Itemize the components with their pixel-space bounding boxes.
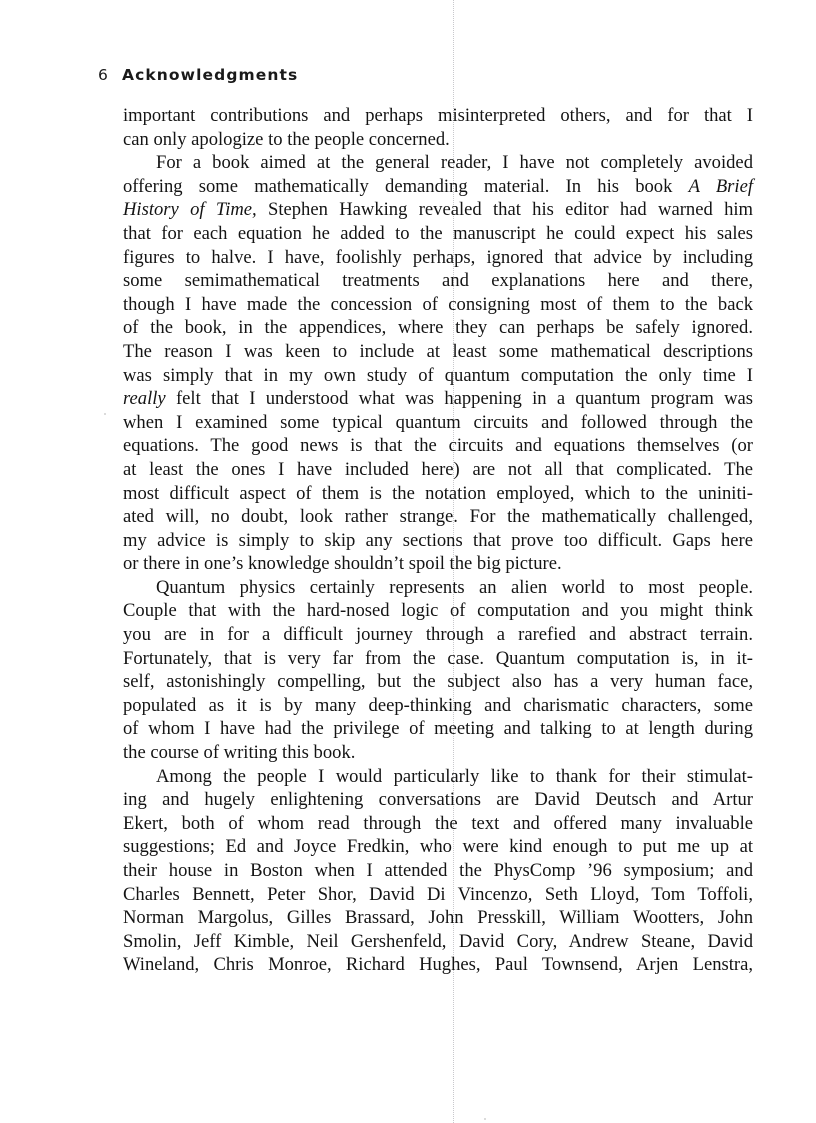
text-line: For a book aimed at the general reader, I have not completely avoided	[156, 152, 753, 174]
text-line: ing and hugely enlightening conversations are David Deutsch and Artur	[123, 789, 753, 811]
text-line: when I examined some typical quantum circuits and followed through the	[123, 411, 753, 433]
scan-speck	[484, 1118, 486, 1120]
text-line: of whom I have had the privilege of meeting and talking to at length during	[123, 718, 753, 740]
text-line: equations. The good news is that the circuits and equations themselves (or	[123, 435, 753, 457]
text-line: some semimathematical treatments and explanations here and there,	[123, 270, 753, 292]
paragraph	[123, 151, 753, 576]
text-line: Smolin, Jeff Kimble, Neil Gershenfeld, David Cory, Andrew Steane, David	[123, 930, 753, 952]
text-line: Fortunately, that is very far from the case. Quantum computation is, in it-	[123, 647, 753, 669]
text-line: that for each equation he added to the manuscript he could expect his sales	[123, 222, 753, 244]
italic-text: History of Time,	[123, 199, 257, 221]
text-line: Quantum physics certainly represents an alien world to most people.	[156, 576, 753, 598]
text-line: populated as it is by many deep-thinking and charismatic characters, some	[123, 694, 753, 716]
text-line: History of Time, Stephen Hawking revealed that his editor had warned him	[123, 199, 753, 221]
text-line: you are in for a difficult journey through a rarefied and abstract terrain.	[123, 624, 753, 646]
text-line: the course of writing this book.	[123, 742, 356, 764]
text-line: self, astonishingly compelling, but the subject also has a very human face,	[123, 671, 753, 693]
italic-text: really	[123, 388, 166, 410]
chapter-title: Acknowledgments	[122, 66, 299, 84]
page-number: 6	[98, 66, 108, 84]
text-line: most difficult aspect of them is the notation employed, which to the uniniti-	[123, 482, 753, 504]
text-line: was simply that in my own study of quantum computation the only time I	[123, 364, 753, 386]
text-line: at least the ones I have included here) are not all that complicated. The	[123, 458, 753, 480]
text-line: Charles Bennett, Peter Shor, David Di Vincenzo, Seth Lloyd, Tom Toffoli,	[123, 883, 753, 905]
body-text	[123, 104, 753, 977]
text-line: Among the people I would particularly like to thank for their stimulat-	[156, 765, 753, 787]
italic-text: A Brief	[688, 175, 753, 197]
text-line: important contributions and perhaps misinterpreted others, and for that I	[123, 105, 753, 126]
text-line: of the book, in the appendices, where they can perhaps be safely ignored.	[123, 317, 753, 339]
text-line: or there in one’s knowledge shouldn’t spoil the big picture.	[123, 553, 562, 575]
paragraph	[123, 576, 753, 765]
text-line: Couple that with the hard-nosed logic of computation and you might think	[123, 600, 753, 622]
running-header	[98, 66, 298, 84]
text-line: offering some mathematically demanding material. In his book A Brief	[123, 175, 753, 197]
text-line: can only apologize to the people concerned.	[123, 128, 450, 150]
text-line: Wineland, Chris Monroe, Richard Hughes, Paul Townsend, Arjen Lenstra,	[123, 954, 753, 976]
text-line: their house in Boston when I attended the PhysComp ’96 symposium; and	[123, 860, 753, 881]
text-line: really felt that I understood what was happening in a quantum program was	[123, 388, 753, 410]
text-line: Norman Margolus, Gilles Brassard, John Presskill, William Wootters, John	[123, 907, 753, 929]
text-line: though I have made the concession of consigning most of them to the back	[123, 293, 753, 315]
text-line: my advice is simply to skip any sections that prove too difficult. Gaps here	[123, 529, 753, 551]
paragraph	[123, 104, 753, 151]
text-line: ated will, no doubt, look rather strange. For the mathematically challenged,	[123, 506, 753, 528]
text-line: figures to halve. I have, foolishly perhaps, ignored that advice by including	[123, 246, 753, 268]
text-line: The reason I was keen to include at least some mathematical descriptions	[123, 340, 753, 362]
text-line: suggestions; Ed and Joyce Fredkin, who were kind enough to put me up at	[123, 836, 753, 858]
paragraph	[123, 765, 753, 977]
scan-speck	[104, 413, 106, 415]
text-line: Ekert, both of whom read through the text and offered many invaluable	[123, 812, 753, 834]
